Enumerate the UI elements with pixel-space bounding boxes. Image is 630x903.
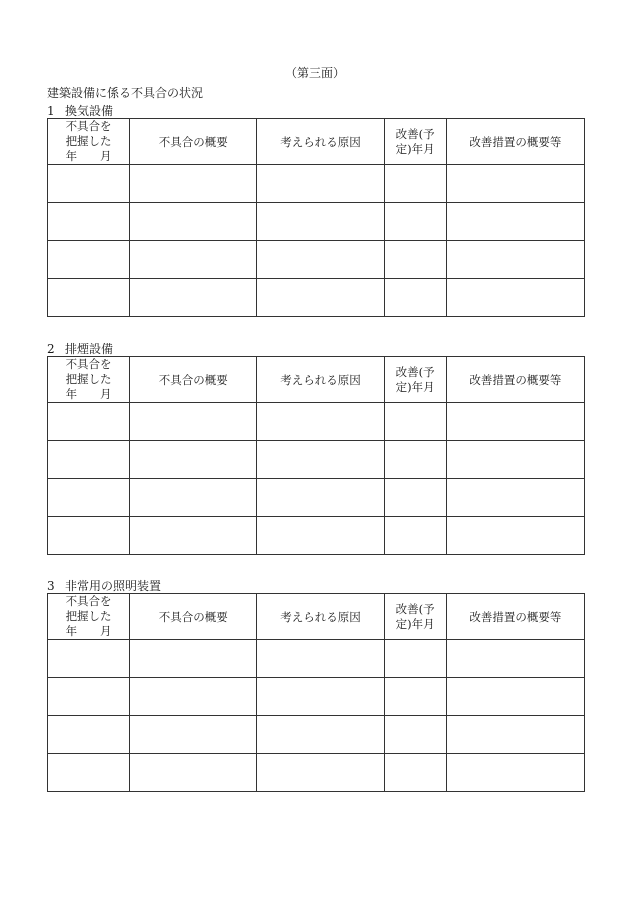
table-header-row — [48, 594, 585, 640]
cell-improvement-summary[interactable] — [446, 716, 584, 754]
header-improvement-summary: 改善措置の概要等 — [446, 357, 584, 403]
header-defect-summary: 不具合の概要 — [130, 357, 257, 403]
cell-detected-date[interactable] — [48, 479, 130, 517]
section-title-smoke-exhaust — [47, 340, 113, 357]
table-row — [48, 678, 585, 716]
section-title-emergency-lighting — [47, 577, 161, 594]
section-number: 1 — [47, 104, 55, 118]
cell-detected-date[interactable] — [48, 517, 130, 555]
cell-defect-summary[interactable] — [130, 754, 257, 792]
cell-defect-summary[interactable] — [130, 241, 257, 279]
header-detected-date: 不具合を 把握した 年 月 — [48, 594, 130, 640]
header-improvement-date: 改善(予 定)年月 — [384, 357, 446, 403]
cell-probable-cause[interactable] — [257, 517, 384, 555]
cell-improvement-date[interactable] — [384, 165, 446, 203]
cell-defect-summary[interactable] — [130, 678, 257, 716]
cell-detected-date[interactable] — [48, 754, 130, 792]
cell-probable-cause[interactable] — [257, 241, 384, 279]
section-label: 換気設備 — [65, 104, 114, 118]
cell-probable-cause[interactable] — [257, 441, 384, 479]
cell-defect-summary[interactable] — [130, 203, 257, 241]
table-header-row — [48, 119, 585, 165]
header-probable-cause: 考えられる原因 — [257, 119, 384, 165]
cell-detected-date[interactable] — [48, 678, 130, 716]
table-row — [48, 279, 585, 317]
table-row — [48, 754, 585, 792]
section-number: 2 — [47, 342, 55, 356]
header-detected-date: 不具合を 把握した 年 月 — [48, 357, 130, 403]
section-label: 非常用の照明装置 — [65, 579, 162, 593]
cell-improvement-date[interactable] — [384, 678, 446, 716]
cell-defect-summary[interactable] — [130, 403, 257, 441]
header-improvement-date: 改善(予 定)年月 — [384, 119, 446, 165]
cell-improvement-summary[interactable] — [446, 754, 584, 792]
cell-improvement-summary[interactable] — [446, 517, 584, 555]
section-title-ventilation — [47, 102, 113, 119]
cell-detected-date[interactable] — [48, 165, 130, 203]
defect-table-emergency-lighting — [47, 593, 585, 792]
cell-improvement-summary[interactable] — [446, 479, 584, 517]
table-row — [48, 640, 585, 678]
cell-improvement-summary[interactable] — [446, 203, 584, 241]
cell-probable-cause[interactable] — [257, 479, 384, 517]
table-row — [48, 241, 585, 279]
table-row — [48, 517, 585, 555]
table-row — [48, 441, 585, 479]
cell-improvement-date[interactable] — [384, 640, 446, 678]
cell-detected-date[interactable] — [48, 716, 130, 754]
header-improvement-date: 改善(予 定)年月 — [384, 594, 446, 640]
header-improvement-summary: 改善措置の概要等 — [446, 119, 584, 165]
table-row — [48, 203, 585, 241]
cell-detected-date[interactable] — [48, 241, 130, 279]
header-improvement-summary: 改善措置の概要等 — [446, 594, 584, 640]
cell-probable-cause[interactable] — [257, 279, 384, 317]
cell-defect-summary[interactable] — [130, 441, 257, 479]
cell-improvement-date[interactable] — [384, 241, 446, 279]
defect-table-ventilation — [47, 118, 585, 317]
header-defect-summary: 不具合の概要 — [130, 594, 257, 640]
cell-probable-cause[interactable] — [257, 678, 384, 716]
cell-defect-summary[interactable] — [130, 165, 257, 203]
cell-defect-summary[interactable] — [130, 479, 257, 517]
cell-detected-date[interactable] — [48, 640, 130, 678]
cell-improvement-summary[interactable] — [446, 403, 584, 441]
section-number: 3 — [47, 579, 55, 593]
section-label: 排煙設備 — [65, 342, 114, 356]
cell-probable-cause[interactable] — [257, 754, 384, 792]
table-row — [48, 403, 585, 441]
cell-defect-summary[interactable] — [130, 279, 257, 317]
cell-defect-summary[interactable] — [130, 640, 257, 678]
cell-detected-date[interactable] — [48, 279, 130, 317]
page-title: （第三面） — [284, 66, 345, 80]
cell-improvement-date[interactable] — [384, 441, 446, 479]
cell-probable-cause[interactable] — [257, 403, 384, 441]
cell-detected-date[interactable] — [48, 403, 130, 441]
cell-detected-date[interactable] — [48, 441, 130, 479]
table-row — [48, 716, 585, 754]
table-row — [48, 479, 585, 517]
cell-detected-date[interactable] — [48, 203, 130, 241]
cell-improvement-date[interactable] — [384, 203, 446, 241]
cell-improvement-date[interactable] — [384, 279, 446, 317]
header-defect-summary: 不具合の概要 — [130, 119, 257, 165]
table-row — [48, 165, 585, 203]
header-probable-cause: 考えられる原因 — [257, 594, 384, 640]
cell-probable-cause[interactable] — [257, 716, 384, 754]
header-probable-cause: 考えられる原因 — [257, 357, 384, 403]
cell-improvement-summary[interactable] — [446, 678, 584, 716]
cell-probable-cause[interactable] — [257, 203, 384, 241]
cell-improvement-summary[interactable] — [446, 241, 584, 279]
cell-improvement-date[interactable] — [384, 716, 446, 754]
cell-defect-summary[interactable] — [130, 517, 257, 555]
cell-improvement-summary[interactable] — [446, 640, 584, 678]
cell-improvement-summary[interactable] — [446, 279, 584, 317]
cell-improvement-date[interactable] — [384, 403, 446, 441]
cell-defect-summary[interactable] — [130, 716, 257, 754]
header-detected-date: 不具合を 把握した 年 月 — [48, 119, 130, 165]
cell-probable-cause[interactable] — [257, 640, 384, 678]
cell-improvement-date[interactable] — [384, 479, 446, 517]
cell-improvement-date[interactable] — [384, 517, 446, 555]
table-header-row — [48, 357, 585, 403]
cell-probable-cause[interactable] — [257, 165, 384, 203]
cell-improvement-summary[interactable] — [446, 165, 584, 203]
cell-improvement-date[interactable] — [384, 754, 446, 792]
defect-table-smoke-exhaust — [47, 356, 585, 555]
form-heading: 建築設備に係る不具合の状況 — [47, 86, 204, 100]
cell-improvement-summary[interactable] — [446, 441, 584, 479]
